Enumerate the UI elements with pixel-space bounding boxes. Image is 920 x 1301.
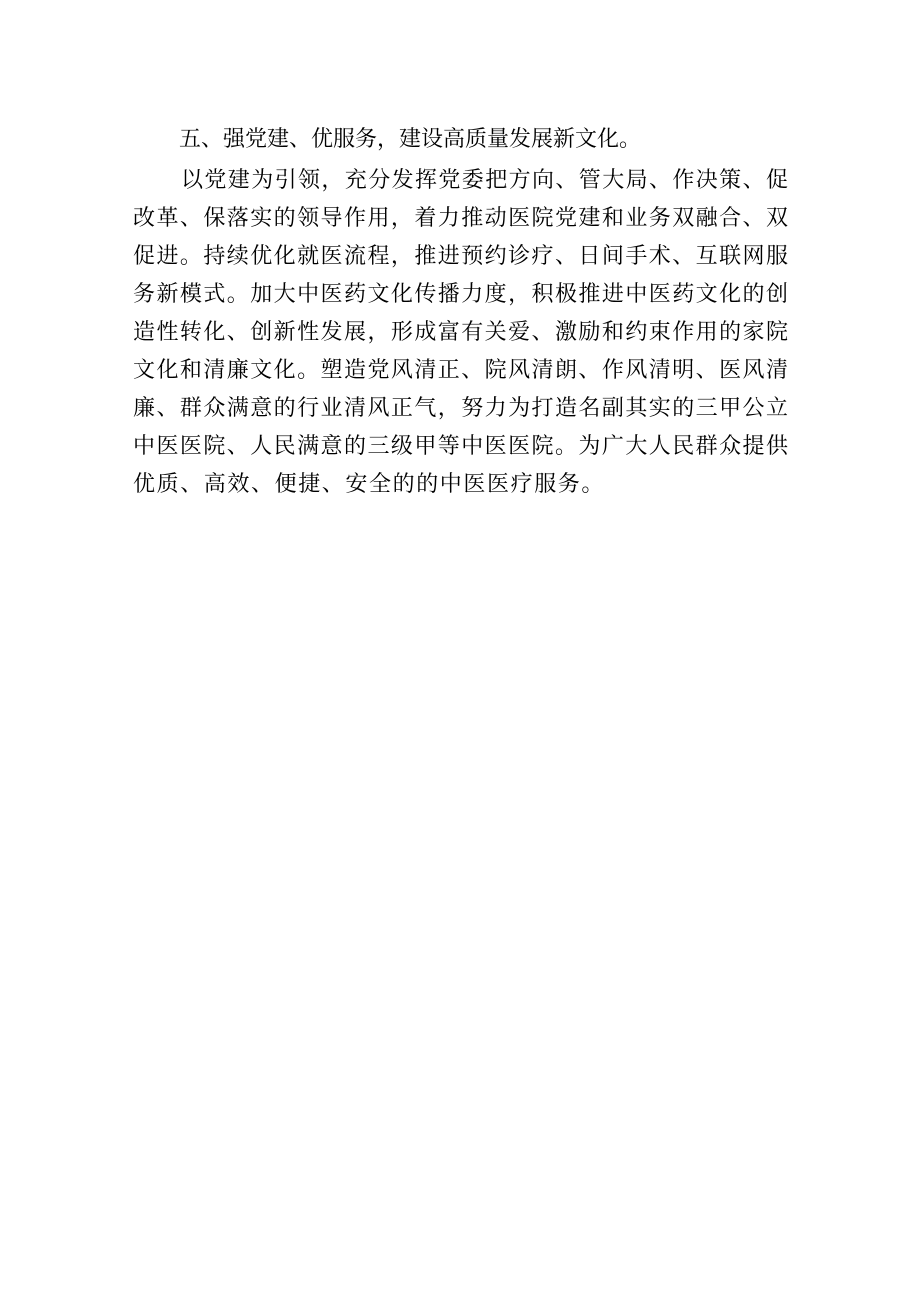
paragraph-line: 造性转化、创新性发展，形成富有关爱、激励和约束作用的家院 bbox=[133, 320, 788, 345]
paragraph-line: 务新模式。加大中医药文化传播力度，积极推进中医药文化的创 bbox=[133, 282, 788, 307]
paragraph-line: 廉、群众满意的行业清风正气，努力为打造名副其实的三甲公立 bbox=[133, 396, 788, 421]
paragraph-line: 文化和清廉文化。塑造党风清正、院风清朗、作风清明、医风清 bbox=[133, 358, 788, 383]
paragraph-line: 中医医院、人民满意的三级甲等中医医院。为广大人民群众提供 bbox=[133, 434, 788, 459]
body-paragraph bbox=[133, 162, 788, 504]
paragraph-line: 优质、高效、便捷、安全的的中医医疗服务。 bbox=[133, 472, 606, 497]
paragraph-line: 促进。持续优化就医流程，推进预约诊疗、日间手术、互联网服 bbox=[133, 244, 788, 269]
document-body bbox=[133, 118, 788, 504]
paragraph-line: 以党建为引领，充分发挥党委把方向、管大局、作决策、促 bbox=[181, 168, 788, 193]
section-heading: 五、强党建、优服务，建设高质量发展新文化。 bbox=[179, 127, 642, 152]
paragraph-line: 改革、保落实的领导作用，着力推动医院党建和业务双融合、双 bbox=[133, 206, 788, 231]
